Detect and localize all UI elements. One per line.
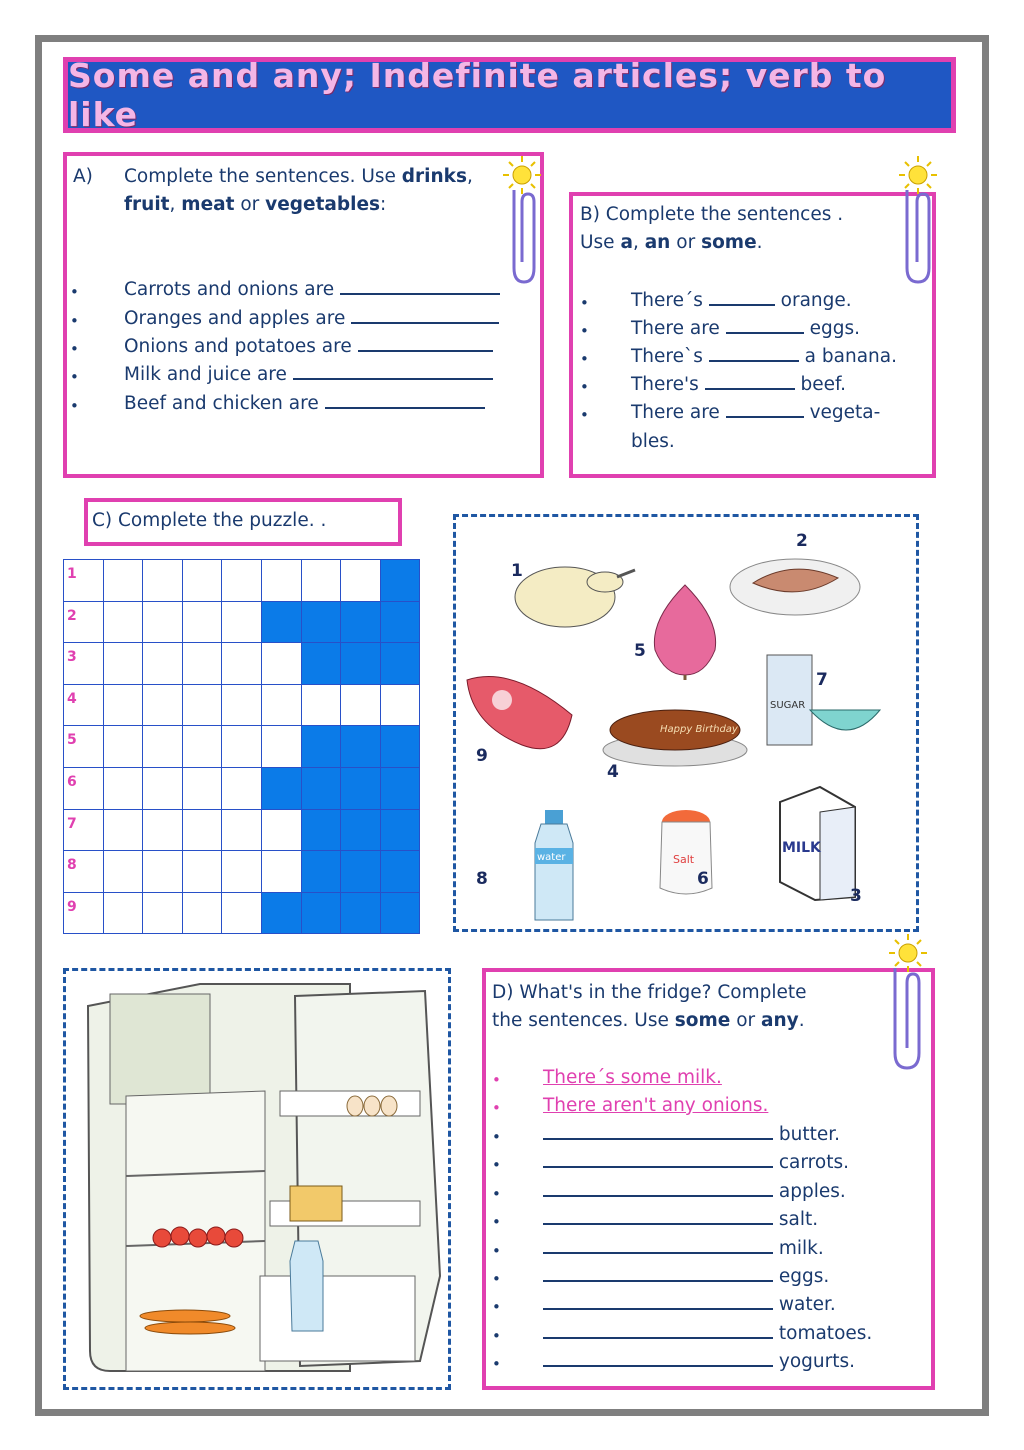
grid-row [64, 601, 420, 643]
grid-cell[interactable] [301, 643, 341, 685]
grid-cell[interactable] [261, 726, 301, 768]
grid-cell[interactable] [341, 767, 381, 809]
picture-number: 6 [697, 869, 709, 889]
list-item: There's beef. [631, 374, 847, 395]
section-a-instruction: Complete the sentences. Use drinks, [124, 166, 473, 187]
list-item [543, 1181, 846, 1202]
answer-blank[interactable] [543, 1209, 773, 1225]
grid-cell[interactable] [380, 726, 420, 768]
grid-cell[interactable] [182, 560, 222, 602]
grid-cell[interactable] [222, 851, 262, 893]
list-item [543, 1294, 836, 1315]
grid-cell[interactable] [222, 767, 262, 809]
grid-cell[interactable]: 2 [64, 601, 104, 643]
answer-blank[interactable] [543, 1266, 773, 1282]
section-b-instruction: B) Complete the sentences . [580, 204, 844, 225]
list-item [543, 1351, 855, 1372]
grid-cell[interactable] [341, 851, 381, 893]
picture-number: 1 [511, 561, 523, 581]
picture-number: 8 [476, 869, 488, 889]
grid-cell[interactable] [261, 767, 301, 809]
item-word: eggs. [773, 1266, 830, 1287]
grid-cell[interactable] [341, 601, 381, 643]
sun-icon [889, 934, 927, 972]
grid-row [64, 767, 420, 809]
list-item [543, 1124, 840, 1145]
fish-plate-picture [728, 553, 863, 617]
grid-cell[interactable] [222, 643, 262, 685]
list-item: Milk and juice are [124, 364, 493, 385]
grid-cell[interactable] [341, 560, 381, 602]
bullet: • [492, 1184, 501, 1203]
section-c-label: C) Complete the puzzle. . [92, 510, 327, 531]
picture-number: 2 [796, 531, 808, 551]
picture-number: 9 [476, 746, 488, 766]
section-a-instruction-2: fruit, meat or vegetables: [124, 194, 387, 215]
grid-cell[interactable] [380, 643, 420, 685]
item-word: butter. [773, 1124, 841, 1145]
fridge-picture [80, 976, 445, 1386]
grid-cell[interactable] [261, 560, 301, 602]
grid-cell[interactable]: 5 [64, 726, 104, 768]
grid-cell[interactable] [380, 601, 420, 643]
list-item-continuation: bles. [631, 431, 675, 452]
grid-cell[interactable] [143, 809, 183, 851]
answer-blank[interactable] [705, 374, 795, 390]
grid-cell[interactable] [182, 684, 222, 726]
grid-cell[interactable] [103, 560, 143, 602]
answer-blank[interactable] [543, 1238, 773, 1254]
grid-cell[interactable] [341, 684, 381, 726]
grid-cell[interactable] [103, 726, 143, 768]
grid-cell[interactable] [222, 601, 262, 643]
answer-blank[interactable] [543, 1152, 773, 1168]
list-item: Carrots and onions are [124, 279, 500, 300]
picture-number: 5 [634, 641, 646, 661]
paperclip-icon [883, 928, 933, 1073]
cake-text: Happy Birthday [660, 724, 738, 735]
grid-cell[interactable] [301, 851, 341, 893]
item-word: yogurts. [773, 1351, 855, 1373]
list-item [543, 1266, 829, 1287]
onion-picture [645, 580, 727, 682]
sun-icon [899, 156, 937, 194]
grid-cell[interactable] [182, 767, 222, 809]
section-a-letter: A) [73, 166, 93, 187]
paperclip-icon [893, 150, 943, 290]
list-item [543, 1323, 872, 1344]
answer-blank[interactable] [325, 393, 485, 409]
list-item: Oranges and apples are [124, 308, 499, 329]
grid-cell[interactable] [143, 560, 183, 602]
grid-cell[interactable] [301, 684, 341, 726]
grid-cell[interactable] [341, 892, 381, 934]
item-word: milk. [773, 1237, 824, 1259]
grid-row [64, 643, 420, 685]
list-item [543, 1152, 849, 1173]
grid-cell[interactable] [222, 726, 262, 768]
grid-cell[interactable] [103, 684, 143, 726]
sun-icon [503, 156, 541, 194]
grid-cell[interactable] [380, 767, 420, 809]
list-item: Onions and potatoes are [124, 336, 493, 357]
salt-text: Salt [673, 853, 695, 866]
grid-cell[interactable] [380, 560, 420, 602]
example-sentence: There aren't any onions. [543, 1095, 769, 1116]
grid-cell[interactable] [261, 684, 301, 726]
grid-cell[interactable] [301, 560, 341, 602]
bullet: • [492, 1156, 501, 1175]
grid-cell[interactable] [380, 892, 420, 934]
paperclip-icon [492, 150, 542, 290]
item-word: water. [773, 1294, 836, 1316]
answer-blank[interactable] [351, 308, 499, 324]
answer-blank[interactable] [726, 318, 804, 334]
grid-cell[interactable] [143, 767, 183, 809]
grid-row [64, 684, 420, 726]
grid-cell[interactable] [380, 809, 420, 851]
grid-cell[interactable] [103, 892, 143, 934]
picture-number: 7 [816, 670, 828, 690]
section-d-instruction-2: the sentences. Use some or any. [492, 1010, 805, 1031]
milk-carton-picture [770, 782, 862, 904]
picture-number: 4 [607, 762, 619, 782]
bullet: • [492, 1213, 501, 1232]
list-item: There´s orange. [631, 290, 852, 311]
grid-cell[interactable] [261, 601, 301, 643]
grid-cell[interactable] [103, 643, 143, 685]
cake-picture [600, 700, 750, 770]
grid-cell[interactable] [143, 684, 183, 726]
bullet: • [492, 1326, 501, 1345]
sugar-picture [762, 650, 887, 755]
list-item [543, 1209, 818, 1230]
item-word: carrots. [773, 1152, 849, 1174]
water-bottle-picture [523, 808, 585, 926]
grid-cell[interactable] [222, 892, 262, 934]
grid-cell[interactable]: 8 [64, 851, 104, 893]
picture-number: 3 [850, 886, 862, 906]
grid-cell[interactable] [182, 809, 222, 851]
worksheet-title [63, 57, 956, 133]
grid-cell[interactable] [103, 767, 143, 809]
grid-row [64, 726, 420, 768]
answer-blank[interactable] [358, 336, 493, 352]
grid-row [64, 809, 420, 851]
milk-text: MILK [782, 840, 821, 856]
grid-cell[interactable] [301, 892, 341, 934]
grid-cell[interactable] [222, 684, 262, 726]
grid-cell[interactable] [341, 643, 381, 685]
bullet: • [492, 1298, 501, 1317]
item-word: apples. [773, 1180, 846, 1202]
grid-cell[interactable] [143, 643, 183, 685]
grid-cell[interactable] [182, 892, 222, 934]
answer-blank[interactable] [340, 279, 500, 295]
answer-blank[interactable] [543, 1294, 773, 1310]
bullet: • [492, 1128, 501, 1146]
grid-cell[interactable] [301, 809, 341, 851]
example-sentence: There´s some milk. [543, 1067, 722, 1088]
grid-cell[interactable]: 7 [64, 809, 104, 851]
bullet: • [492, 1355, 501, 1374]
answer-blank[interactable] [709, 290, 775, 306]
title-text: Some and any; Indefinite articles; verb to like [68, 56, 887, 134]
answer-blank[interactable] [543, 1181, 773, 1197]
grid-cell[interactable] [261, 809, 301, 851]
grid-cell[interactable] [301, 767, 341, 809]
item-word: salt. [773, 1209, 819, 1231]
answer-blank[interactable] [293, 364, 493, 380]
grid-cell[interactable] [341, 809, 381, 851]
list-item: There are eggs. [631, 318, 860, 339]
answer-blank[interactable] [726, 402, 804, 418]
grid-cell[interactable] [222, 809, 262, 851]
grid-cell[interactable] [182, 726, 222, 768]
grid-cell[interactable]: 9 [64, 892, 104, 934]
grid-cell[interactable]: 6 [64, 767, 104, 809]
section-b-instruction-2: Use a, an or some. [580, 232, 763, 253]
grid-cell[interactable] [380, 684, 420, 726]
chicken-picture [505, 552, 640, 632]
grid-row [64, 560, 420, 602]
answer-blank[interactable] [543, 1351, 773, 1367]
grid-cell[interactable] [301, 726, 341, 768]
grid-cell[interactable] [380, 851, 420, 893]
grid-cell[interactable]: 1 [64, 560, 104, 602]
list-item: There are vegeta- [631, 402, 881, 423]
grid-cell[interactable] [103, 851, 143, 893]
answer-blank[interactable] [709, 346, 799, 362]
grid-cell[interactable]: 3 [64, 643, 104, 685]
water-text: water [537, 852, 566, 863]
section-d-instruction: D) What's in the fridge? Complete [492, 982, 807, 1003]
item-word: tomatoes. [773, 1322, 873, 1344]
grid-cell[interactable] [143, 892, 183, 934]
answer-blank[interactable] [543, 1323, 773, 1339]
grid-cell[interactable] [182, 601, 222, 643]
grid-cell[interactable]: 4 [64, 684, 104, 726]
grid-row [64, 892, 420, 934]
grid-row [64, 851, 420, 893]
crossword-grid [63, 559, 420, 934]
list-item: There`s a banana. [631, 346, 897, 367]
grid-cell[interactable] [103, 809, 143, 851]
grid-cell[interactable] [222, 560, 262, 602]
grid-cell[interactable] [143, 601, 183, 643]
grid-cell[interactable] [261, 892, 301, 934]
bullet: • [492, 1241, 501, 1260]
list-item [543, 1238, 824, 1259]
sugar-text: SUGAR [770, 700, 806, 711]
grid-cell[interactable] [301, 601, 341, 643]
grid-cell[interactable] [341, 726, 381, 768]
grid-cell[interactable] [143, 851, 183, 893]
grid-cell[interactable] [182, 851, 222, 893]
list-item: Beef and chicken are [124, 393, 485, 414]
grid-cell[interactable] [261, 643, 301, 685]
answer-blank[interactable] [543, 1124, 773, 1140]
grid-cell[interactable] [182, 643, 222, 685]
bullet: • [492, 1270, 501, 1288]
grid-cell[interactable] [103, 601, 143, 643]
grid-cell[interactable] [143, 726, 183, 768]
grid-cell[interactable] [261, 851, 301, 893]
